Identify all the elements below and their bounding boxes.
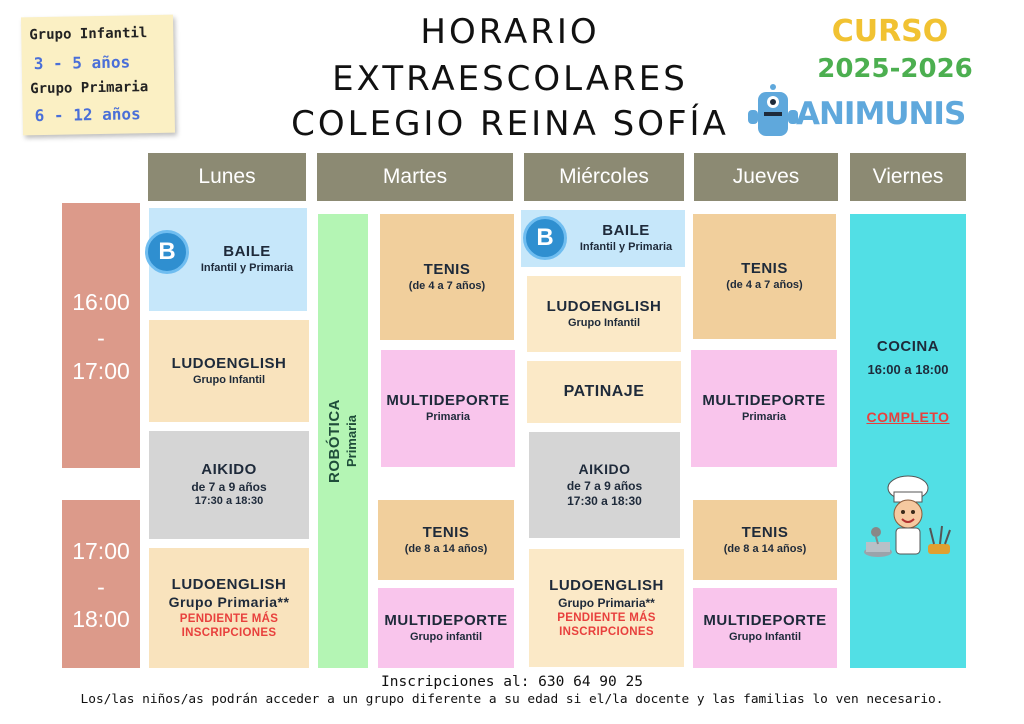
day-lunes: Lunes <box>148 153 306 201</box>
activity-group: Grupo Infantil <box>192 373 266 386</box>
pending-note-1: PENDIENTE MÁS <box>179 612 279 625</box>
activity-group: Primaria <box>425 411 471 423</box>
lunes-aikido <box>149 431 309 539</box>
time-start: 16:00 <box>72 289 130 315</box>
time-dash: - <box>97 325 105 351</box>
activity-ages: (de 8 a 14 años) <box>404 542 488 555</box>
activity-time: 16:00 a 18:00 <box>867 362 949 377</box>
activity-name: ROBÓTICA <box>326 399 344 483</box>
day-jueves: Jueves <box>694 153 838 201</box>
activity-name: MULTIDEPORTE <box>384 611 508 629</box>
infantil-label: Grupo Infantil <box>29 25 148 44</box>
activity-name: COCINA <box>876 338 940 355</box>
miercoles-ludoenglish-infantil <box>527 276 681 352</box>
activity-name: LUDOENGLISH <box>549 576 664 594</box>
lunes-ludoenglish-primaria <box>149 548 309 668</box>
time-end: 18:00 <box>72 606 130 632</box>
activity-ages: de 7 a 9 años <box>191 480 267 494</box>
martes-tenis-4-7 <box>380 214 514 340</box>
jueves-multideporte-primaria <box>691 350 837 467</box>
title-line-3: COLEGIO REINA SOFÍA <box>291 104 729 144</box>
chef-illustration-icon <box>860 472 956 568</box>
status-completo: COMPLETO <box>866 409 950 425</box>
activity-name: LUDOENGLISH <box>546 297 662 315</box>
activity-group: Primaria <box>741 411 787 423</box>
time-dash: - <box>97 574 105 600</box>
activity-ages: de 7 a 9 años <box>566 478 643 493</box>
robot-mascot-icon <box>744 82 804 142</box>
activity-name: TENIS <box>422 523 470 541</box>
activity-name: MULTIDEPORTE <box>703 611 827 629</box>
miercoles-baile <box>521 210 685 267</box>
lunes-baile <box>149 208 307 311</box>
martes-multideporte-infantil <box>378 588 514 668</box>
pending-note-2: INSCRIPCIONES <box>559 625 654 638</box>
activity-name: TENIS <box>741 523 789 541</box>
martes-robotica <box>318 214 368 668</box>
miercoles-aikido <box>529 432 680 538</box>
activity-name: LUDOENGLISH <box>171 354 287 372</box>
activity-name: LUDOENGLISH <box>171 575 287 593</box>
activity-group: Infantil y Primaria <box>200 262 294 274</box>
day-martes: Martes <box>317 153 513 201</box>
activity-group: Grupo Primaria** <box>168 594 290 611</box>
activity-time: 17:30 a 18:30 <box>567 493 642 508</box>
curso-year: 2025-2026 <box>817 54 973 84</box>
activity-name: AIKIDO <box>201 461 257 479</box>
activity-group: Grupo Infantil <box>728 630 802 643</box>
time-start: 17:00 <box>72 538 130 564</box>
title-line-2: EXTRAESCOLARES <box>332 59 688 99</box>
lunes-ludoenglish-infantil <box>149 320 309 422</box>
activity-name: BAILE <box>223 243 271 261</box>
miercoles-patinaje <box>527 361 681 423</box>
time-block-1600 <box>62 203 140 468</box>
activity-group: Grupo Primaria** <box>558 595 655 610</box>
activity-name: TENIS <box>741 260 788 278</box>
activity-ages: (de 4 a 7 años) <box>408 279 486 292</box>
day-viernes: Viernes <box>850 153 966 201</box>
infantil-ages: 3 - 5 años <box>33 52 131 74</box>
activity-group: Grupo infantil <box>409 630 483 643</box>
viernes-cocina <box>850 214 966 668</box>
activity-name: MULTIDEPORTE <box>702 392 826 410</box>
martes-tenis-8-14 <box>378 500 514 580</box>
jueves-tenis-4-7 <box>693 214 836 339</box>
footer-phone: Inscripciones al: 630 64 90 25 <box>381 674 643 690</box>
activity-name: MULTIDEPORTE <box>386 392 510 410</box>
primaria-ages: 6 - 12 años <box>34 104 141 126</box>
dance-logo-icon: B <box>523 216 567 260</box>
animunis-logo <box>744 82 966 142</box>
title-line-1: HORARIO <box>420 12 600 52</box>
activity-name: TENIS <box>423 260 471 278</box>
martes-multideporte-primaria <box>381 350 515 467</box>
activity-name: AIKIDO <box>578 461 631 478</box>
pending-note-1: PENDIENTE MÁS <box>557 611 656 624</box>
activity-group: Primaria <box>344 414 360 468</box>
time-end: 17:00 <box>72 358 130 384</box>
activity-name: PATINAJE <box>563 383 645 400</box>
jueves-multideporte-infantil <box>693 588 837 668</box>
brand-name: ANIMUNIS <box>796 96 966 132</box>
primaria-label: Grupo Primaria <box>30 79 149 98</box>
day-miercoles: Miércoles <box>524 153 684 201</box>
activity-group: Infantil y Primaria <box>579 241 673 253</box>
footer-note: Los/las niños/as podrán acceder a un grupo diferente a su edad si el/la docente y las familias lo ven necesario. <box>80 692 944 707</box>
curso-label: CURSO <box>831 14 949 49</box>
miercoles-ludoenglish-primaria <box>529 549 684 667</box>
age-groups-note <box>21 15 175 136</box>
pending-note-2: INSCRIPCIONES <box>181 627 277 640</box>
activity-ages: (de 8 a 14 años) <box>723 542 807 555</box>
activity-group: Grupo Infantil <box>567 316 641 329</box>
activity-name: BAILE <box>602 222 650 240</box>
jueves-tenis-8-14 <box>693 500 837 580</box>
activity-ages: (de 4 a 7 años) <box>726 279 803 291</box>
activity-time: 17:30 a 18:30 <box>194 495 264 507</box>
time-block-1700 <box>62 500 140 668</box>
dance-logo-icon: B <box>145 230 189 274</box>
